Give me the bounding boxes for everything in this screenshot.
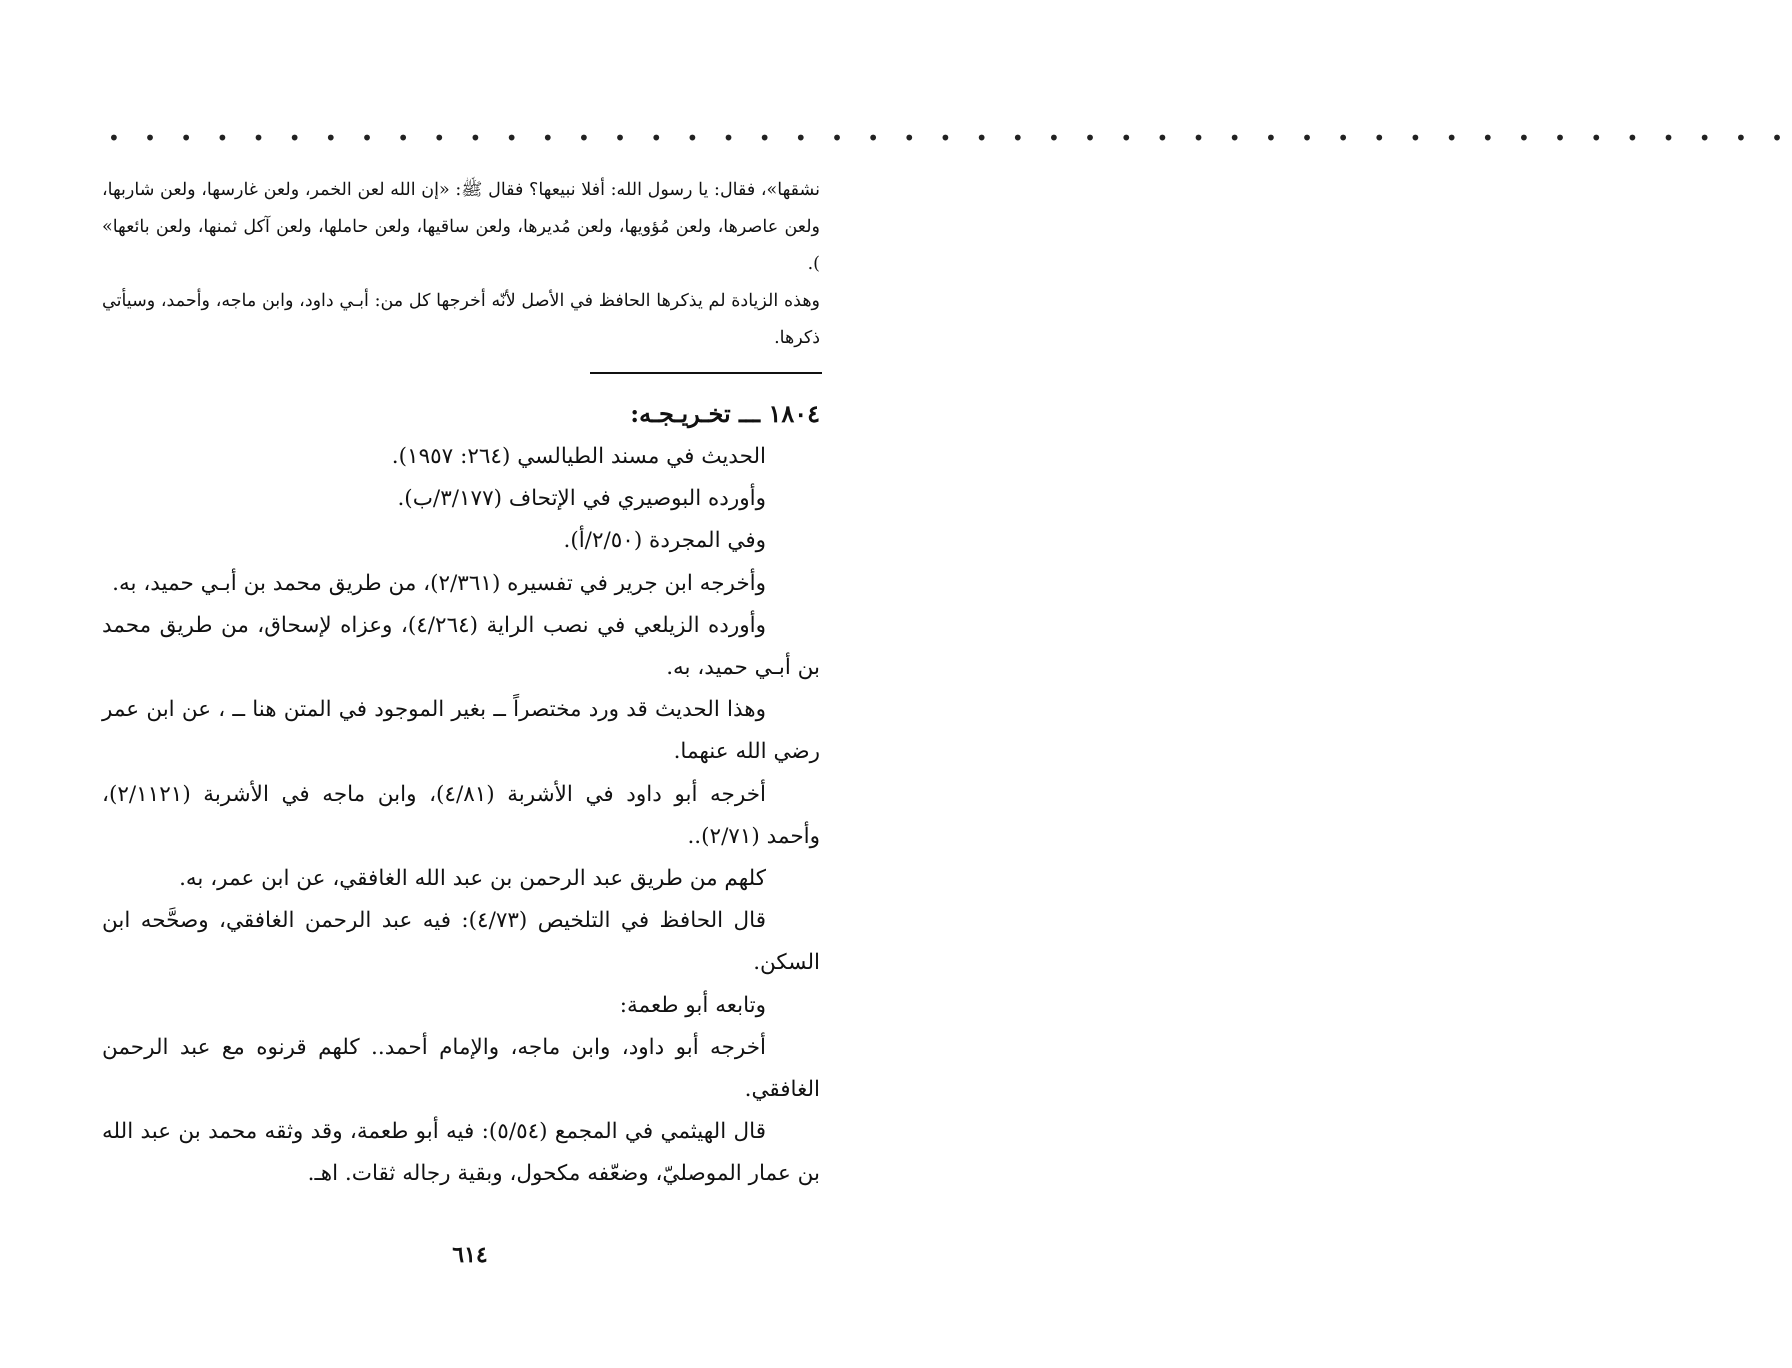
text-paragraph: الحديث في مسند الطيالسي (٢٦٤: ١٩٥٧). [391,444,766,469]
text-paragraph: وفي المجردة (٢/٥٠/أ). [563,528,766,554]
section-heading: ١٨٠٤ ـــ تخـريـجـه: [630,399,820,428]
text-paragraph: وهذا الحديث قد ورد مختصراً ــ بغير الموجود في المتن هنا ــ ، عن ابن عمر رضي الله عنهما. [102,697,820,765]
footnote-paragraph: وهذه الزيادة لم يذكرها الحافظ في الأصل لأنّه أخرجها كل من: أبـي داود، وابن ماجه، وأحمد، وسيأتي ذكرها. [102,291,820,348]
dotted-separator: • • • • • • • • • • • • • • • • • • • • • • • • • • • • • • • • • • • • • • • • • • • • • • • [108,126,1792,150]
text-paragraph: وأورده الزيلعي في نصب الراية (٤/٢٦٤)، وعزاه لإسحاق، من طريق محمد بن أبـي حميد، به. [102,612,820,681]
text-paragraph: أخرجه أبو داود، وابن ماجه، والإمام أحمد.. كلهم قرنوه مع عبد الرحمن الغافقي. [102,1034,820,1103]
footnote-paragraph: نشقها»، فقال: يا رسول الله: أفلا نبيعها؟ فقال ﷺ: «إن الله لعن الخمر، ولعن غارسها، ولعن شاربها، ولعن عاصرها، ولعن مُؤويها، ولعن مُديرها، ولعن ساقيها، ولعن حاملها، ولعن آكل ثمنها، ولعن بائعها» ). [102,180,820,274]
text-paragraph: قال الهيثمي في المجمع (٥/٥٤): فيه أبو طعمة، وقد وثقه محمد بن عبد الله بن عمار الموصليّ، وضعّفه مكحول، وبقية رجاله ثقات. اهـ. [102,1119,820,1187]
text-paragraph: أخرجه أبو داود في الأشربة (٤/٨١)، وابن ماجه في الأشربة (٢/١١٢١)، وأحمد (٢/٧١).. [102,781,820,849]
text-paragraph: وتابعه أبو طعمة: [619,992,766,1018]
text-paragraph: وأخرجه ابن جرير في تفسيره (٢/٣٦١)، من طريق محمد بن أبـي حميد، به. [112,570,766,596]
footnote-block [102,172,820,357]
text-paragraph: وأورده البوصيري في الإتحاف (٣/١٧٧/ب). [397,486,766,512]
section-divider [590,372,822,374]
text-paragraph: كلهم من طريق عبد الرحمن بن عبد الله الغافقي، عن ابن عمر، به. [179,866,766,892]
text-paragraph: قال الحافظ في التلخيص (٤/٧٣): فيه عبد الرحمن الغافقي، وصحَّحه ابن السكن. [102,908,820,976]
page-number: ٦١٤ [452,1242,488,1268]
main-text [102,436,820,1196]
